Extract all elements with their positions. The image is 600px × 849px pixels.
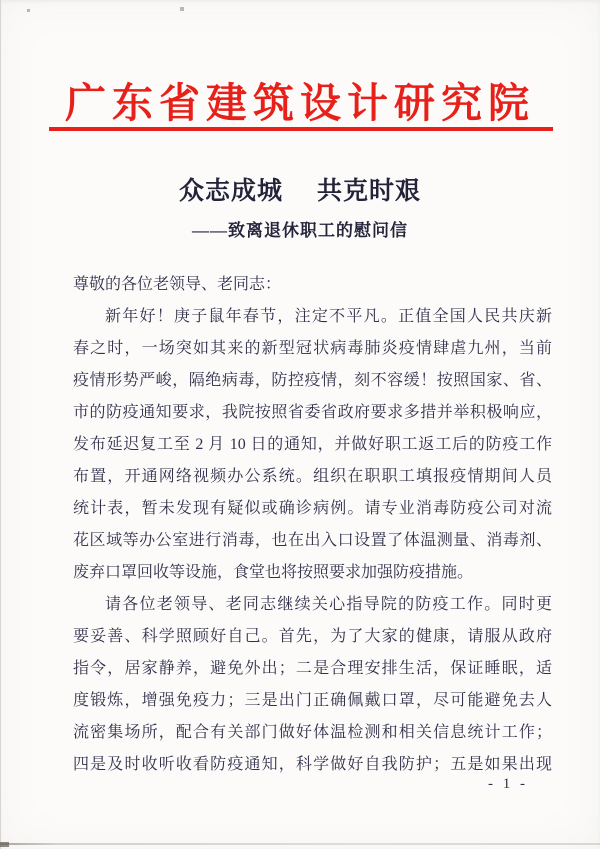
body-line: 指令，居家静养，避免外出；二是合理安排生活，保证睡眠，适 [73,660,552,677]
body-line: 新年好！庚子鼠年春节，注定不平凡。正值全国人民共庆新 [105,308,552,325]
scan-speck [27,9,30,12]
body-line: 尊敬的各位老领导、老同志： [73,276,282,293]
body-line: 废弃口罩回收等设施，食堂也将按照要求加强防疫措施。 [73,564,474,581]
body-line: 请各位老领导、老同志继续关心指导院的防疫工作。同时更 [105,596,552,613]
body-line: 春之时，一场突如其来的新型冠状病毒肺炎疫情肆虐九州，当前 [73,340,552,357]
body-text [73,269,552,781]
document-title: 众志成城 共克时艰 [179,177,421,205]
body-line: 花区域等办公室进行消毒，也在出入口设置了体温测量、消毒剂、 [73,532,552,549]
scan-speck [180,7,184,11]
body-line: 统计表，暂未发现有疑似或确诊病例。请专业消毒防疫公司对流 [73,500,552,517]
scan-edge-left [0,0,1,849]
letterhead-rule [49,127,553,131]
scan-edge-bottom [0,843,600,845]
scan-corner-mark [0,842,9,847]
document-subtitle: ——致离退休职工的慰问信 [192,221,408,240]
body-line: 疫情形势严峻，隔绝病毒，防控疫情，刻不容缓！按照国家、省、 [73,372,552,389]
body-line: 流密集场所，配合有关部门做好体温检测和相关信息统计工作； [73,724,552,741]
body-line: 布置，开通网络视频办公系统。组织在职职工填报疫情期间人员 [73,468,552,485]
body-line: 市的防疫通知要求，我院按照省委省政府要求多措并举积极响应， [73,404,552,421]
body-line: 发布延迟复工至 2 月 10 日的通知，并做好职工返工后的防疫工作 [73,436,552,453]
letterhead-org-name: 广东省建筑设计研究院 [65,80,535,126]
body-line: 四是及时收听收看防疫通知，科学做好自我防护；五是如果出现 [73,756,552,773]
body-line: 要妥善、科学照顾好自己。首先，为了大家的健康，请服从政府 [73,628,552,645]
body-line: 度锻炼，增强免疫力；三是出门正确佩戴口罩，尽可能避免去人 [73,692,552,709]
page-number: - 1 - [488,776,528,792]
